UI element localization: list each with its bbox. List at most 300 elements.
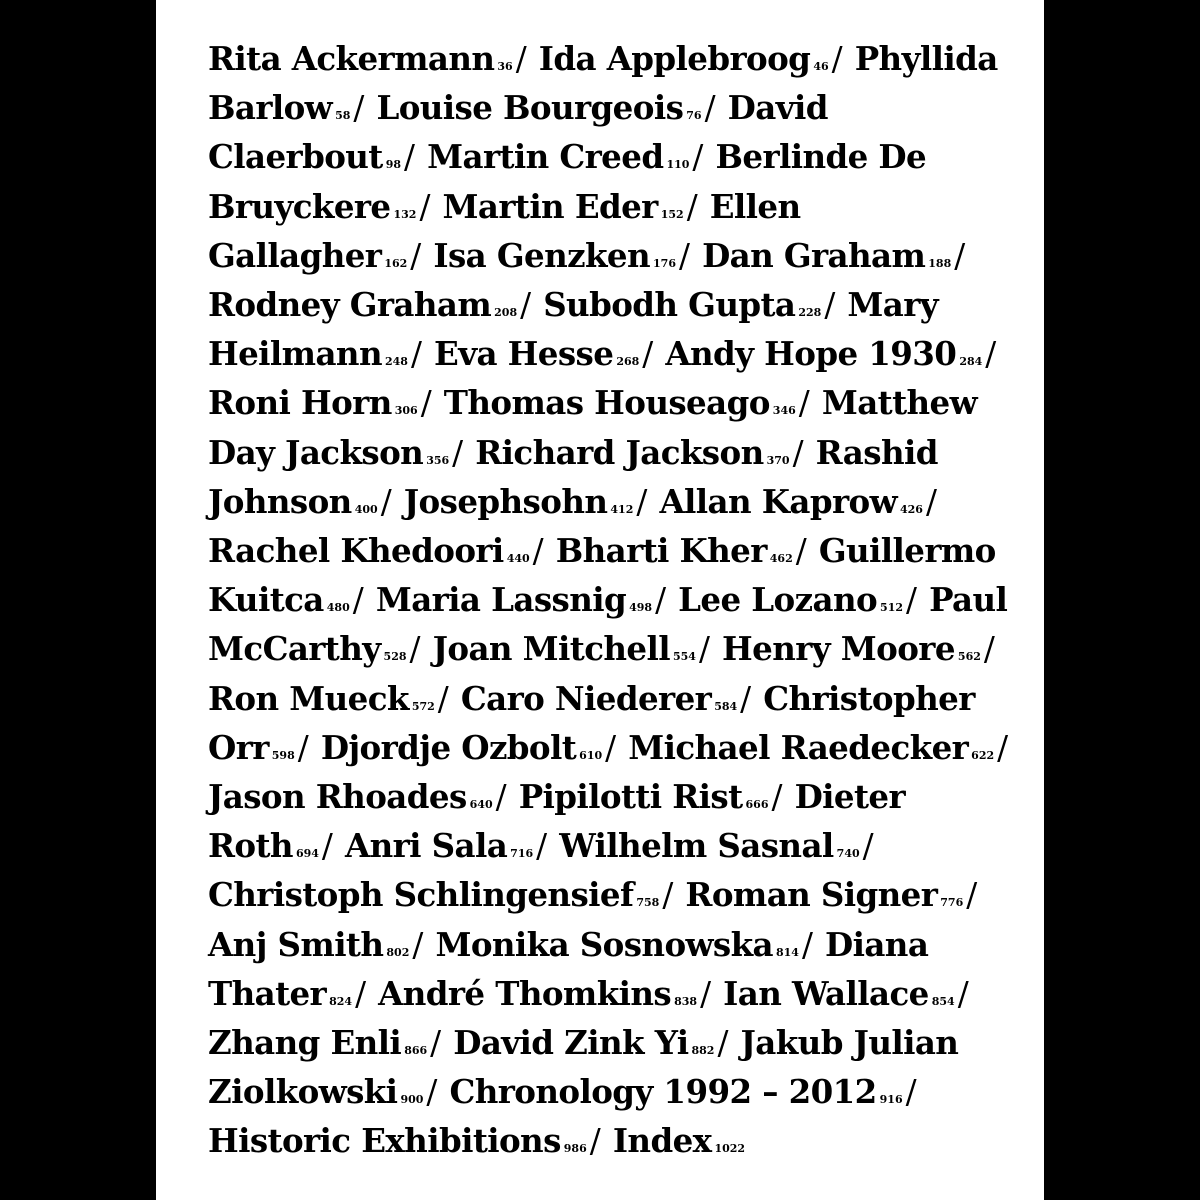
toc-entry (208, 925, 425, 964)
artist-name: Jakub Julian (740, 1023, 959, 1063)
page-number: 188 (928, 256, 952, 270)
artist-name-tail (208, 482, 393, 521)
separator-slash: / (704, 89, 715, 128)
artist-name: Sosnowska (579, 924, 773, 964)
separator-slash: / (297, 728, 309, 767)
toc-entry (613, 1121, 745, 1160)
page-number: 740 (836, 847, 860, 861)
separator-slash: / (410, 335, 422, 374)
artist-name: Bourgeois (503, 88, 684, 128)
artist-name-tail (278, 925, 425, 964)
separator-slash: / (795, 532, 807, 571)
artist-name-tail (289, 679, 450, 718)
artist-name: Kuitca (208, 580, 324, 620)
page-number: 440 (506, 552, 530, 566)
page-number: 268 (616, 355, 640, 369)
page-number: 46 (813, 60, 829, 73)
artist-name-tail (350, 285, 533, 324)
artist-name-tail (784, 236, 967, 275)
artist-name-tail (461, 728, 617, 767)
toc-entry (208, 679, 450, 718)
separator-slash: / (692, 138, 703, 177)
separator-slash: / (655, 581, 666, 620)
separator-slash: / (404, 138, 415, 177)
toc-entry (475, 433, 805, 472)
page-number: 572 (411, 699, 435, 713)
artist-name: Matthew Day (208, 383, 977, 472)
page-number: 528 (383, 650, 407, 664)
artist-name-tail (208, 187, 432, 226)
artist-name: Horn (300, 383, 392, 423)
artist-name-tail (613, 1121, 745, 1160)
separator-slash: / (985, 335, 996, 374)
artist-name: Claerbout (208, 137, 383, 177)
artist-name: Exhibitions (361, 1121, 561, 1161)
separator-slash: / (536, 827, 547, 866)
separator-slash: / (589, 1122, 601, 1161)
page-number: 76 (686, 109, 702, 123)
separator-slash: / (831, 40, 842, 78)
toc-entry (208, 39, 528, 78)
artist-name: Enli (330, 1023, 402, 1063)
artist-name: Christoph (208, 875, 394, 915)
page-number: 356 (426, 453, 450, 467)
separator-slash: / (862, 827, 873, 866)
toc-entry (208, 531, 545, 570)
artist-name-tail (394, 875, 675, 914)
toc-entry (208, 383, 433, 422)
page-number: 776 (940, 896, 964, 910)
toc-entry (543, 285, 837, 324)
artist-name: Thomkins (495, 973, 672, 1013)
artist-name: Thomas (443, 383, 595, 423)
artist-name: Andy Hope (665, 334, 869, 374)
toc-entry (659, 482, 938, 521)
page-number: 824 (329, 994, 353, 1008)
artist-name: Khedoori (340, 531, 504, 571)
page-number: 426 (899, 502, 923, 516)
separator-slash: / (515, 40, 527, 78)
artist-name: Dan (702, 235, 784, 275)
artist-name-tail (432, 826, 549, 865)
toc-entry (208, 875, 675, 914)
artist-name-tail (285, 433, 464, 472)
separator-slash: / (925, 482, 937, 521)
artist-name-tail (625, 433, 804, 472)
page-number: 480 (326, 601, 350, 615)
page-number: 248 (384, 355, 408, 369)
separator-slash: / (520, 286, 531, 325)
toc-entry (443, 187, 700, 226)
separator-slash: / (410, 236, 421, 275)
artist-name: Bharti (555, 531, 680, 571)
artist-name-tail (523, 629, 712, 668)
separator-slash: / (426, 1073, 437, 1112)
page-number: 900 (400, 1093, 424, 1107)
page-number: 370 (766, 453, 790, 467)
separator-slash: / (801, 925, 813, 964)
artist-name-tail (868, 334, 997, 373)
artist-name: Dieter (794, 777, 905, 817)
artist-name: Johnson (208, 481, 352, 521)
artist-name: Christopher (763, 678, 975, 718)
page-number: 306 (394, 404, 418, 418)
artist-name: Gupta (688, 285, 796, 325)
artist-name: Smith (277, 924, 384, 964)
page-number: 228 (798, 306, 822, 320)
toc-entry (208, 1023, 443, 1062)
artist-name: Jackson (285, 432, 424, 472)
artist-name: Rhoades (315, 777, 467, 817)
artist-name-tail (607, 39, 844, 78)
artist-name: Schlingensief (393, 875, 634, 915)
page-number: 758 (636, 896, 660, 910)
artist-name: Lassnig (491, 580, 627, 620)
page-number: 562 (957, 650, 981, 664)
artist-name: Ackermann (291, 39, 495, 78)
artist-name: Subodh (543, 285, 689, 325)
artist-name: Mueck (289, 678, 409, 718)
page-number: 584 (714, 699, 738, 713)
page-number: 36 (497, 60, 513, 73)
toc-entry (208, 777, 508, 816)
page-number: 802 (386, 945, 410, 959)
artist-name-tail (789, 1072, 918, 1111)
separator-slash: / (352, 581, 364, 620)
separator-slash: / (642, 335, 653, 374)
page-number: 622 (971, 748, 995, 762)
artist-name: Roth (208, 826, 293, 866)
toc-entry (461, 679, 753, 718)
artist-name: Kaprow (761, 481, 897, 521)
separator-slash: / (452, 433, 463, 472)
separator-slash: / (954, 236, 965, 275)
artist-name-tail (781, 728, 1010, 767)
book-page (156, 0, 1044, 1200)
artist-name-tail (575, 187, 699, 226)
artist-name-tail (672, 777, 784, 816)
separator-slash: / (355, 974, 366, 1013)
toc-entry (376, 580, 668, 619)
toc-entry (628, 728, 1009, 767)
artist-name: Pipilotti (518, 777, 673, 817)
artist-name-tail (208, 88, 366, 127)
separator-slash: / (437, 679, 449, 718)
artist-name: Maria (375, 580, 492, 620)
artist-name-tail (594, 383, 811, 422)
toc-entry (435, 925, 814, 964)
artist-name: Allan (659, 481, 762, 521)
artist-name: Rachel (208, 531, 341, 571)
toc-entry (321, 728, 618, 767)
page-number: 400 (354, 502, 378, 516)
artist-name: Eva (434, 334, 508, 374)
page-number: 152 (660, 207, 684, 221)
separator-slash: / (700, 974, 711, 1013)
separator-slash: / (380, 482, 392, 521)
page-number: 284 (959, 355, 983, 369)
artist-name: Isa (433, 235, 497, 275)
separator-slash: / (824, 286, 835, 325)
page-number: 916 (879, 1093, 903, 1107)
artist-name-tail (792, 974, 970, 1013)
artist-name: Graham (349, 285, 492, 325)
artist-name-tail (208, 974, 367, 1013)
artist-name-tail (497, 236, 691, 275)
page-number: 208 (494, 306, 518, 320)
page-number: 866 (404, 1044, 428, 1058)
artist-name-tail (580, 925, 815, 964)
artist-name-tail (316, 777, 508, 816)
artist-name: Paul (929, 580, 1008, 620)
artist-name: Caro (460, 678, 555, 718)
artist-name: Joan (432, 629, 523, 669)
separator-slash: / (430, 1024, 441, 1063)
artist-name-tail (751, 580, 918, 619)
artist-name: Ozbolt (461, 727, 577, 767)
artist-name-tail (404, 482, 649, 521)
artist-name: Houseago (594, 383, 770, 423)
artist-name: Michael (628, 727, 781, 767)
toc-entry (378, 974, 712, 1013)
artist-name: Kher (679, 531, 767, 571)
artist-name-tail (503, 88, 717, 127)
toc-entry (453, 1023, 730, 1062)
page-number: 98 (385, 158, 402, 172)
artist-name: Mitchell (522, 629, 670, 669)
page-number: 838 (674, 994, 698, 1008)
artist-name: David Zink (453, 1023, 655, 1063)
artist-name-tail (208, 826, 334, 865)
artist-name: Henry (722, 629, 841, 669)
separator-slash: / (997, 728, 1008, 767)
toc-entry (556, 531, 808, 570)
artist-name: Richard (475, 432, 626, 472)
toc-entry (449, 1072, 917, 1111)
separator-slash: / (420, 384, 432, 423)
separator-slash: / (495, 778, 506, 817)
artist-name: Anri (344, 826, 432, 866)
artist-name: Wilhelm (559, 826, 718, 866)
artist-name-tail (555, 679, 753, 718)
artist-name: Ian (723, 973, 792, 1013)
artist-name: Lee (678, 580, 752, 620)
separator-slash: / (798, 384, 810, 423)
page-number: 162 (384, 256, 408, 270)
artist-name: Lozano (751, 580, 878, 620)
artist-name: 2012 (788, 1072, 877, 1112)
page-number: 554 (672, 650, 696, 664)
artist-name: Ziolkowski (208, 1072, 398, 1112)
table-of-contents (208, 38, 1020, 1170)
toc-entry (433, 236, 691, 275)
separator-slash: / (792, 433, 803, 472)
artist-name-tail (491, 580, 667, 619)
artist-name: Sasnal (717, 826, 834, 866)
artist-name: Sala (431, 826, 508, 866)
artist-name: Bruyckere (208, 186, 391, 226)
artist-name: Heilmann (208, 334, 382, 374)
artist-name-tail (655, 1023, 730, 1062)
page-number: 854 (931, 994, 955, 1008)
artist-name: Orr (208, 727, 269, 767)
artist-name: Roni (208, 383, 301, 423)
page-number: 176 (653, 256, 676, 270)
page-number: 1022 (714, 1142, 746, 1156)
artist-name-tail (821, 875, 979, 914)
toc-entry (723, 974, 970, 1013)
artist-name: Index (612, 1121, 712, 1161)
separator-slash: / (353, 89, 364, 128)
separator-slash: / (409, 630, 420, 669)
artist-name: Creed (559, 137, 664, 177)
artist-name: Martin (442, 186, 575, 226)
artist-name: Zhang (208, 1023, 331, 1063)
separator-slash: / (966, 876, 977, 915)
artist-name-tail (208, 728, 310, 767)
artist-name: Gallagher (208, 235, 382, 275)
separator-slash: / (605, 728, 616, 767)
artist-name-tail (208, 236, 423, 275)
artist-name-tail (301, 383, 433, 422)
page-number: 412 (610, 502, 634, 516)
artist-name: Berlinde De (715, 137, 927, 177)
artist-name: Jackson (625, 432, 764, 472)
artist-name-tail (208, 1072, 439, 1111)
artist-name-tail (340, 531, 545, 570)
artist-name: Djordje (320, 727, 462, 767)
toc-entry (427, 137, 705, 176)
page-number: 498 (629, 601, 653, 615)
toc-entry (685, 875, 978, 914)
toc-entry (434, 334, 655, 373)
artist-name: Moore (840, 629, 955, 669)
toc-entry (702, 236, 967, 275)
page-number: 666 (745, 798, 769, 812)
artist-name: Ellen (709, 186, 801, 226)
separator-slash: / (717, 1024, 728, 1063)
toc-entry (444, 383, 811, 422)
artist-name: Jason (208, 777, 316, 817)
artist-name-tail (208, 334, 423, 373)
separator-slash: / (957, 974, 969, 1013)
toc-entry (208, 285, 532, 324)
page-number: 882 (691, 1044, 715, 1058)
toc-entry (345, 826, 549, 865)
artist-name-tail (762, 482, 939, 521)
artist-name: Applebroog (606, 39, 811, 78)
separator-slash: / (636, 482, 647, 521)
artist-name: Yi (654, 1023, 689, 1063)
separator-slash: / (532, 532, 544, 571)
artist-name-tail (841, 629, 996, 668)
toc-entry (519, 777, 784, 816)
toc-entry (376, 88, 717, 127)
artist-name: Martin (427, 137, 560, 177)
page-number: 986 (563, 1142, 587, 1156)
artist-name-tail (559, 137, 704, 176)
artist-name-tail (717, 826, 875, 865)
artist-name-tail (208, 629, 422, 668)
artist-name: Graham (783, 235, 926, 275)
toc-entry (665, 334, 997, 373)
artist-name: Rodney (208, 285, 350, 325)
artist-name: Monika (435, 924, 580, 964)
artist-name: Chronology 1992 – (449, 1072, 789, 1112)
artist-name: Rashid (815, 432, 938, 472)
artist-name-tail (680, 531, 809, 570)
separator-slash: / (740, 679, 751, 718)
page-number: 716 (510, 847, 534, 861)
page-number: 694 (295, 847, 319, 861)
artist-name: Ron (208, 678, 290, 718)
artist-name-tail (361, 1121, 602, 1160)
toc-entry (208, 1121, 602, 1160)
artist-name-tail (292, 39, 528, 78)
artist-name: 1930 (868, 334, 957, 374)
artist-name: Louise (376, 88, 504, 128)
artist-name: Hesse (507, 334, 614, 374)
artist-name: Genzken (496, 235, 651, 275)
separator-slash: / (678, 236, 690, 275)
artist-name: Wallace (791, 973, 929, 1013)
artist-name: Barlow (208, 88, 333, 128)
separator-slash: / (686, 187, 698, 226)
toc-entry (559, 826, 875, 865)
artist-name: Raedecker (780, 727, 969, 767)
separator-slash: / (662, 876, 673, 915)
page-number: 610 (579, 748, 603, 762)
separator-slash: / (698, 630, 710, 669)
page-number: 346 (772, 404, 796, 418)
page-number: 462 (769, 552, 793, 566)
artist-name: Eder (574, 186, 658, 226)
page-number: 132 (393, 207, 417, 221)
page-number: 512 (880, 601, 904, 615)
artist-name: Historic (208, 1121, 362, 1161)
artist-name: Niederer (554, 678, 712, 718)
separator-slash: / (412, 925, 423, 964)
artist-name-tail (495, 974, 712, 1013)
page-number: 598 (271, 748, 295, 762)
toc-entry (722, 629, 996, 668)
toc-entry (404, 482, 649, 521)
artist-name: David (727, 88, 828, 128)
separator-slash: / (321, 827, 333, 866)
artist-name-tail (208, 580, 365, 619)
artist-name: Anj (208, 924, 278, 964)
artist-name-tail (330, 1023, 442, 1062)
artist-name: Signer (820, 875, 938, 915)
page-number: 640 (469, 798, 493, 812)
separator-slash: / (983, 630, 995, 669)
artist-name: Ida (538, 39, 607, 78)
artist-name: André (378, 973, 496, 1013)
toc-entry (678, 580, 918, 619)
separator-slash: / (906, 581, 917, 620)
artist-name: Phyllida (854, 39, 998, 78)
separator-slash: / (419, 187, 430, 226)
page-number: 110 (666, 158, 690, 172)
artist-name-tail (508, 334, 655, 373)
page-number: 58 (335, 109, 351, 123)
artist-name-tail (688, 285, 837, 324)
artist-name: Josephsohn (403, 481, 608, 521)
artist-name: Rita (208, 39, 292, 78)
artist-name: Mary (847, 285, 939, 325)
separator-slash: / (905, 1073, 916, 1112)
toc-entry (433, 629, 712, 668)
